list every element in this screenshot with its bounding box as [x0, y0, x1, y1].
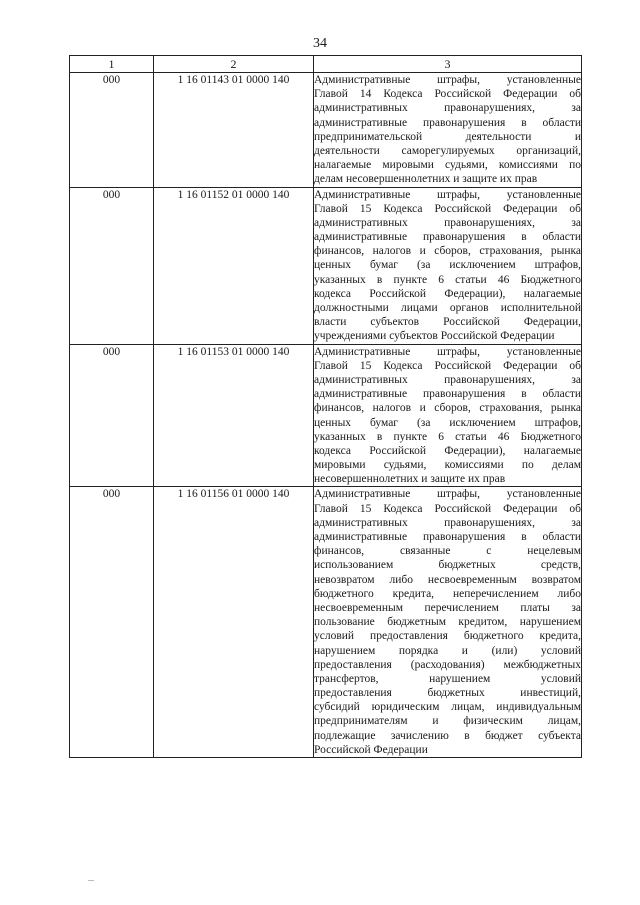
description-line: налагаемые мировыми судьями, комиссиями по — [314, 159, 581, 172]
description-line: Главой 15 Кодекса Российской Федерации об — [314, 202, 581, 215]
budget-codes-table — [69, 55, 582, 758]
description-line: административные правонарушения в области — [314, 231, 581, 244]
budget-classification-code-cell: 1 16 01156 01 0000 140 — [154, 487, 314, 758]
description-line: субсидий юридическим лицам, индивидуальным — [314, 701, 581, 714]
description-line: трансфертов, нарушением условий — [314, 672, 581, 685]
page-number: 34 — [313, 36, 327, 51]
description-line: должностными лицами органов исполнительной — [314, 302, 581, 314]
description-line: условий предоставления бюджетного кредита, — [314, 630, 581, 643]
description-line: предоставления бюджетных инвестиций, — [314, 687, 581, 700]
description-line: финансов, налогов и сборов, страхования, рынка — [314, 402, 581, 415]
budget-classification-code-cell: 1 16 01153 01 0000 140 — [154, 344, 314, 487]
description-line: несовершеннолетних и защите их прав — [314, 473, 506, 486]
description-line: указанных в пункте 6 статьи 46 Бюджетного — [314, 273, 581, 286]
column-header-1: 1 — [70, 56, 154, 73]
description-line: Российской Федерации — [314, 743, 428, 756]
description-line: учреждениями субъектов Российской Федерации — [314, 330, 555, 343]
description-line: власти субъектов Российской Федерации, — [314, 316, 581, 329]
description-line: невозвратом либо несвоевременным возвратом — [314, 573, 581, 586]
description-line: кодекса Российской Федерации), налагаемые — [314, 287, 581, 300]
budget-classification-code-cell: 1 16 01152 01 0000 140 — [154, 187, 314, 344]
description-line: административных правонарушениях, за — [314, 216, 581, 229]
description-line: предпринимателям и физическим лицам, — [314, 715, 581, 728]
table-body — [70, 73, 582, 758]
admin-code-cell: 000 — [70, 344, 154, 487]
description-line: делам несовершеннолетних и защите их прав — [314, 173, 538, 186]
revenue-description-cell — [314, 487, 582, 758]
description-line: ценных бумаг (за исключением штрафов, — [314, 416, 581, 429]
description-line: бюджетного кредита, неперечислением либо — [314, 587, 581, 600]
table-header-row — [70, 56, 582, 73]
description-line: Главой 15 Кодекса Российской Федерации об — [314, 359, 581, 372]
description-line: Административные штрафы, установленные — [314, 488, 581, 501]
description-line: использованием бюджетных средств, — [314, 559, 581, 572]
column-header-2: 2 — [154, 56, 314, 73]
description-line: административных правонарушениях, за — [314, 516, 581, 529]
description-line: подлежащие зачислению в бюджет субъекта — [314, 729, 581, 742]
description-line: административные правонарушения в области — [314, 388, 581, 401]
description-line: административных правонарушениях, за — [314, 373, 581, 386]
revenue-description-cell — [314, 344, 582, 487]
description-line: финансов, связанные с нецелевым — [314, 545, 581, 558]
revenue-description-cell — [314, 73, 582, 188]
admin-code-cell: 000 — [70, 487, 154, 758]
scan-speck — [88, 880, 94, 881]
description-line: административные правонарушения в области — [314, 531, 581, 543]
description-line: Административные штрафы, установленные — [314, 345, 581, 358]
description-line: финансов, налогов и сборов, страхования, рынка — [314, 245, 581, 258]
description-line: Главой 15 Кодекса Российской Федерации об — [314, 502, 581, 515]
description-line: предпринимательской деятельности и — [314, 130, 581, 143]
revenue-description-cell — [314, 187, 582, 344]
description-line: мировыми судьями, комиссиями по делам — [314, 459, 581, 472]
description-line: пользование бюджетным кредитом, нарушением — [314, 616, 581, 629]
description-line: нарушением порядка и (или) условий — [314, 644, 581, 657]
description-line: Административные штрафы, установленные — [314, 188, 581, 201]
description-line: несвоевременным перечислением платы за — [314, 601, 581, 614]
column-header-3: 3 — [314, 56, 582, 73]
description-line: кодекса Российской Федерации), налагаемые — [314, 444, 581, 457]
table-row — [70, 73, 582, 188]
description-line: административных правонарушениях, за — [314, 102, 581, 115]
description-line: ценных бумаг (за исключением штрафов, — [314, 259, 581, 272]
description-line: указанных в пункте 6 статьи 46 Бюджетного — [314, 430, 581, 443]
description-line: Административные штрафы, установленные — [314, 74, 581, 86]
table-row — [70, 344, 582, 487]
description-line: административные правонарушения в области — [314, 116, 581, 129]
budget-classification-code-cell: 1 16 01143 01 0000 140 — [154, 73, 314, 188]
description-line: предоставления (расходования) межбюджетных — [314, 658, 581, 671]
table-row — [70, 187, 582, 344]
admin-code-cell: 000 — [70, 73, 154, 188]
table-row — [70, 487, 582, 758]
description-line: деятельности саморегулируемых организаций, — [314, 144, 581, 157]
description-line: Главой 14 Кодекса Российской Федерации об — [314, 88, 581, 101]
admin-code-cell: 000 — [70, 187, 154, 344]
